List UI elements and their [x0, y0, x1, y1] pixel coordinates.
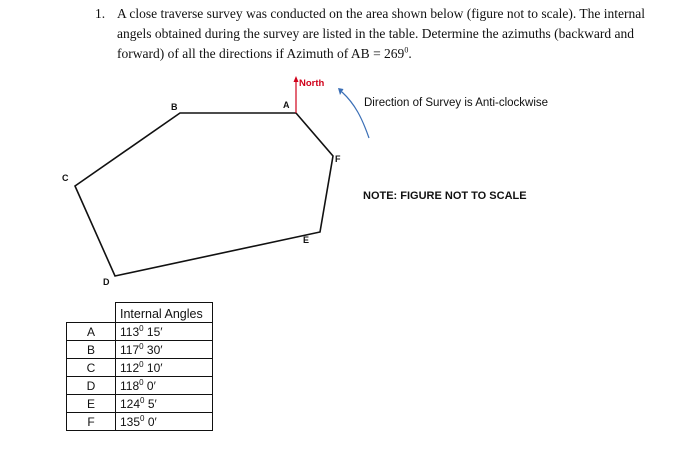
station-cell: F — [67, 413, 116, 431]
degree-superscript: 0 — [140, 395, 145, 405]
angle-minutes: 5′ — [144, 396, 157, 411]
angle-cell — [116, 341, 213, 359]
degree-superscript: 0 — [139, 323, 144, 333]
angle-degrees: 113 — [120, 324, 140, 339]
angle-minutes: 0′ — [144, 414, 157, 429]
angle-degrees: 117 — [120, 342, 140, 357]
station-label-e: E — [303, 235, 310, 245]
station-label-c: C — [62, 173, 69, 183]
angle-minutes: 0′ — [143, 378, 156, 393]
table-row — [67, 323, 213, 341]
table-row — [67, 395, 213, 413]
station-cell: D — [67, 377, 116, 395]
table-corner — [67, 303, 116, 323]
angle-minutes: 15′ — [143, 324, 163, 339]
angle-minutes: 30′ — [143, 342, 163, 357]
angle-degrees: 112 — [120, 360, 140, 375]
north-label: North — [299, 78, 325, 89]
table-row — [67, 359, 213, 377]
table-row — [67, 413, 213, 431]
degree-superscript: 0 — [140, 413, 145, 423]
angle-cell — [116, 323, 213, 341]
station-cell: B — [67, 341, 116, 359]
angle-cell — [116, 395, 213, 413]
traverse-polygon — [75, 113, 333, 276]
station-label-a: A — [283, 100, 290, 110]
internal-angles-table — [66, 302, 213, 431]
north-arrow-icon — [294, 76, 299, 82]
angle-cell — [116, 377, 213, 395]
table-header-row — [67, 303, 213, 323]
station-cell: A — [67, 323, 116, 341]
angle-cell — [116, 413, 213, 431]
degree-superscript: 0 — [139, 377, 144, 387]
angle-minutes: 10′ — [143, 360, 163, 375]
table-header: Internal Angles — [116, 303, 213, 323]
scale-note: NOTE: FIGURE NOT TO SCALE — [363, 190, 527, 202]
angle-degrees: 124 — [120, 396, 141, 411]
angle-cell — [116, 359, 213, 377]
angle-degrees: 135 — [120, 414, 141, 429]
angle-degrees: 118 — [120, 378, 140, 393]
station-label-d: D — [103, 277, 110, 287]
question-text-main: A close traverse survey was conducted on the area shown below (figure not to scale). The internal angels obtained during the survey are listed in the table. Determine the azimuths (backward and forward) of all the directions if Azimuth of AB = 269 — [117, 6, 645, 61]
anticlockwise-arrowhead-icon — [338, 88, 344, 95]
station-label-b: B — [171, 102, 178, 112]
table-row — [67, 377, 213, 395]
table-row — [67, 341, 213, 359]
station-label-f: F — [335, 154, 341, 164]
question-text-end: . — [408, 46, 412, 61]
degree-superscript: 0 — [139, 341, 144, 351]
question-number: 1. — [95, 6, 106, 21]
station-cell: E — [67, 395, 116, 413]
station-cell: C — [67, 359, 116, 377]
degree-superscript: 0 — [404, 45, 409, 55]
degree-superscript: 0 — [139, 359, 144, 369]
direction-note: Direction of Survey is Anti-clockwise — [364, 97, 549, 109]
